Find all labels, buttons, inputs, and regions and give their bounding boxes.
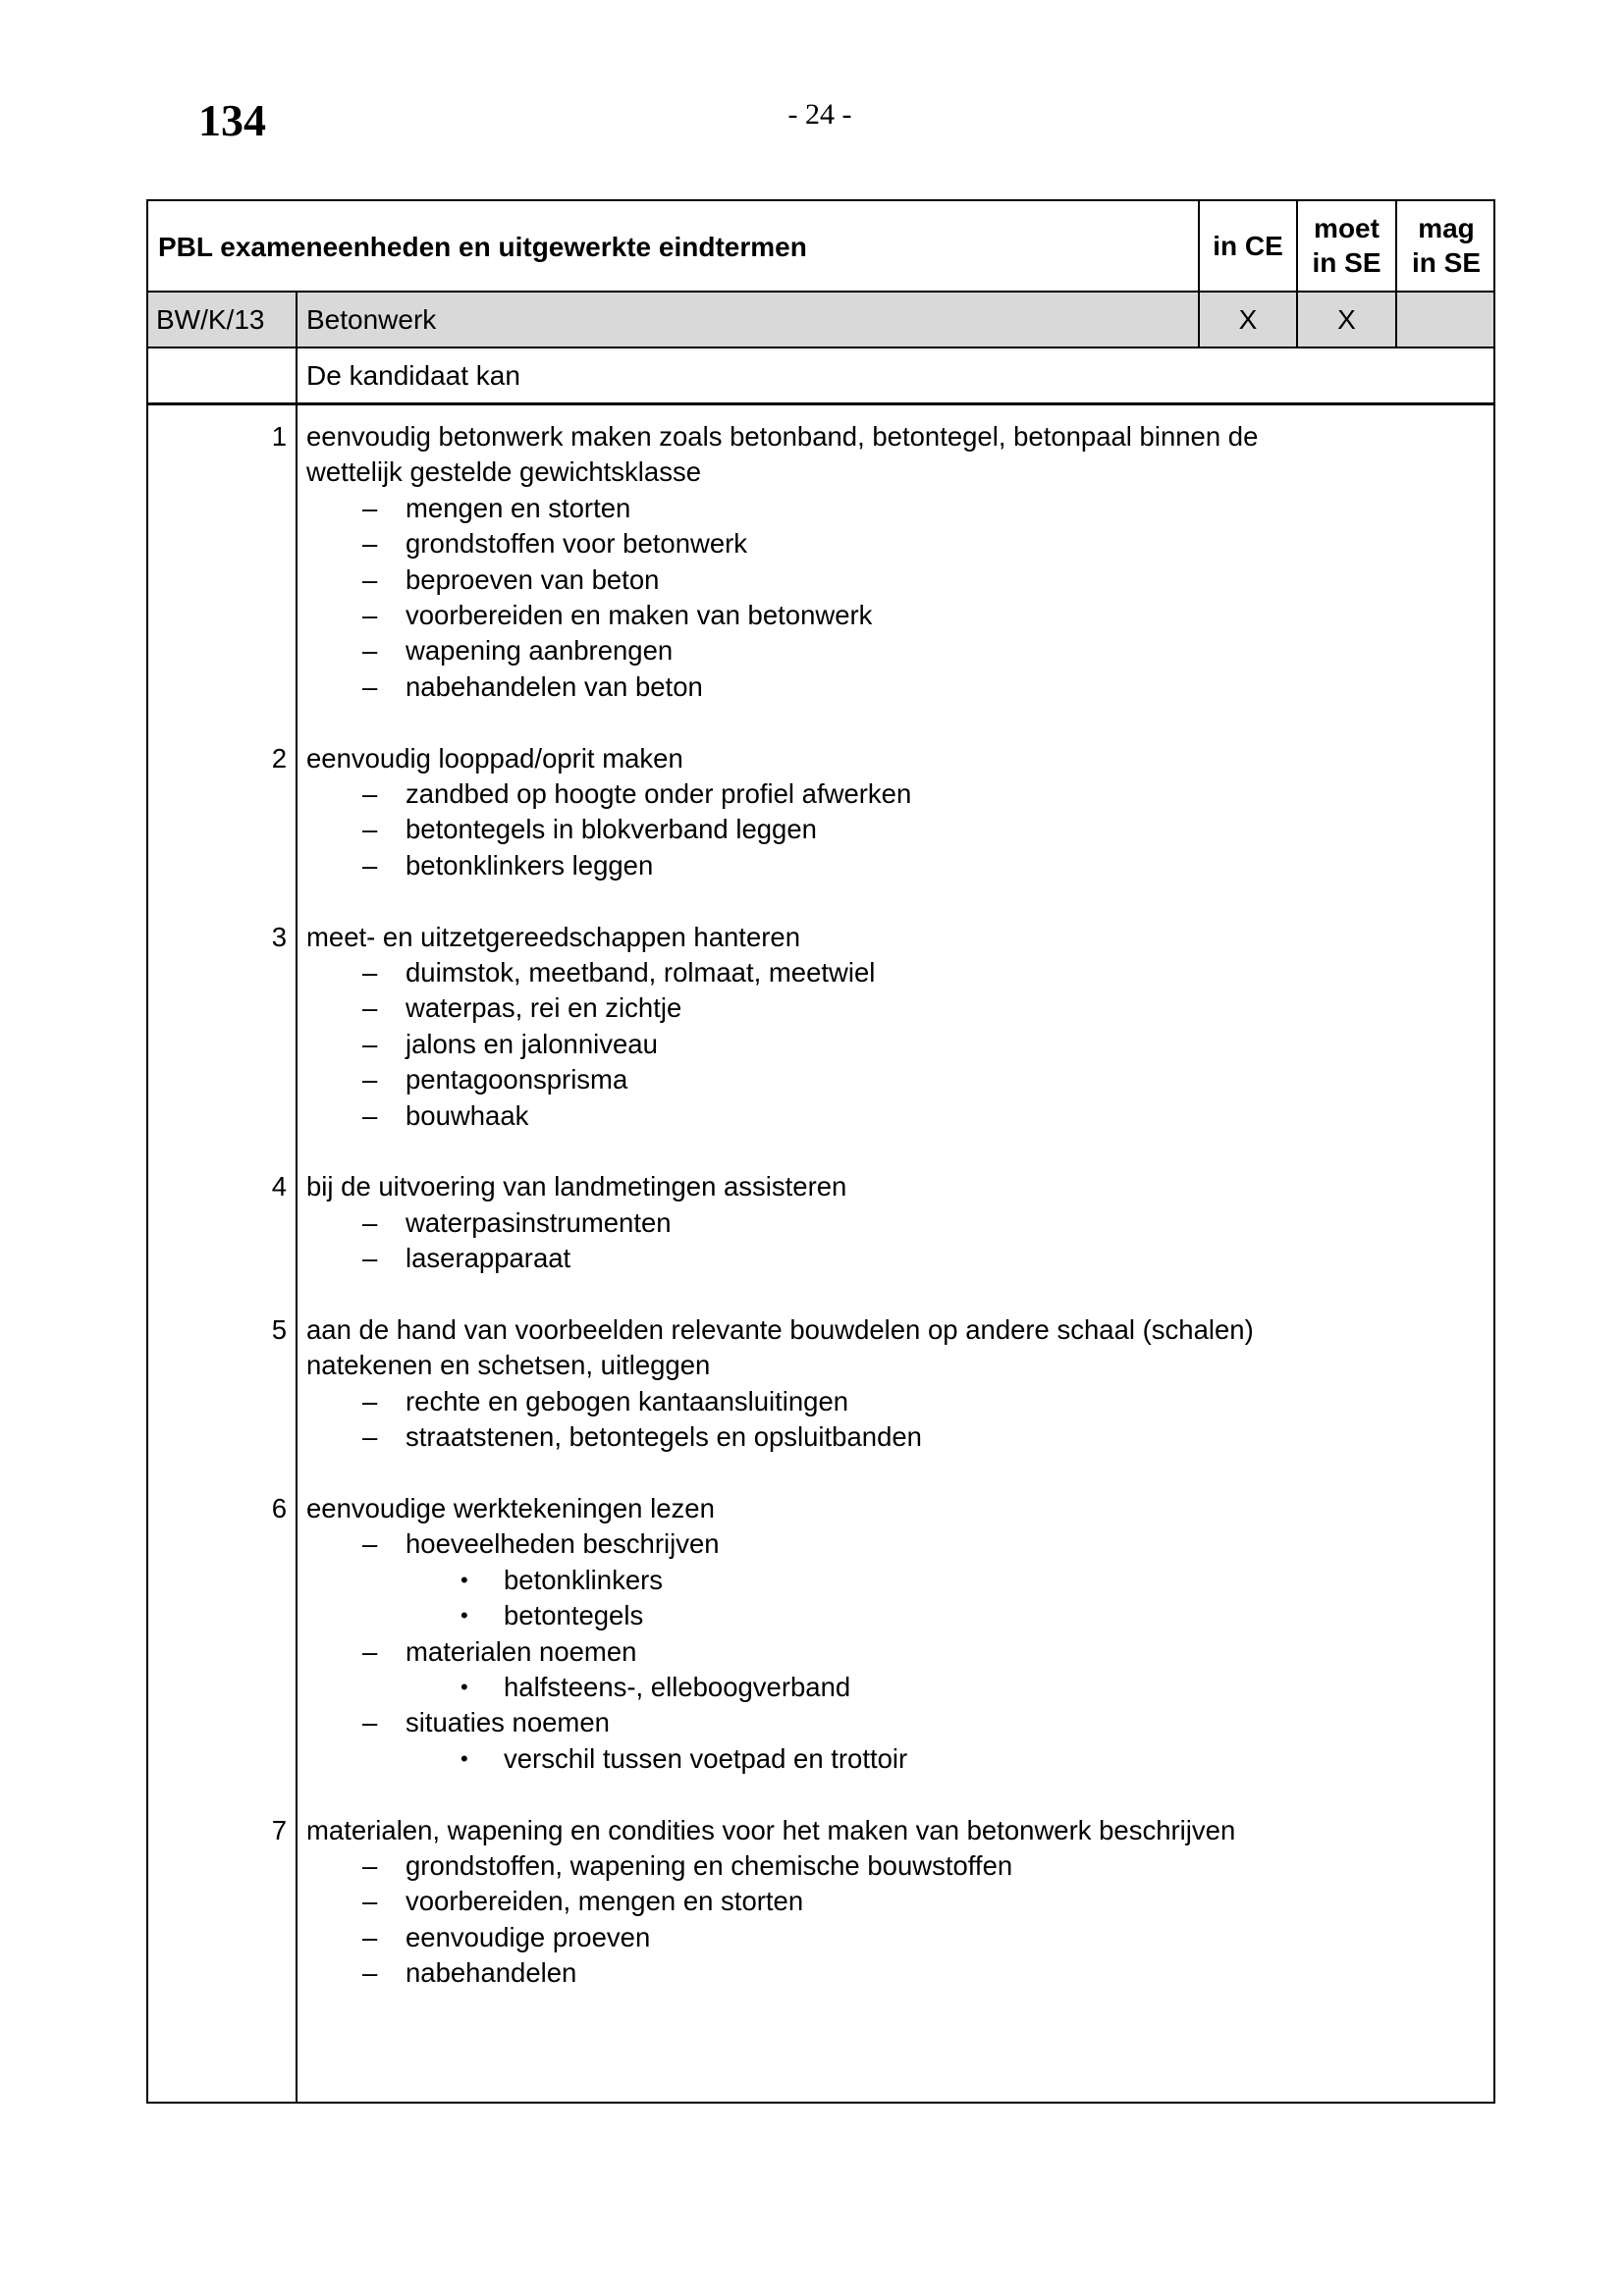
dash-icon: – — [362, 1635, 378, 1667]
bullet-item-text: betonklinkers — [504, 1564, 664, 1595]
sub-item-text: eenvoudige proeven — [406, 1921, 651, 1952]
bullet-icon: • — [460, 1745, 468, 1771]
dash-icon: – — [362, 670, 378, 702]
dash-icon: – — [362, 600, 378, 630]
dash-icon: – — [362, 1850, 378, 1881]
item-text: natekenen en schetsen, uitleggen — [306, 1350, 711, 1381]
item-number: 4 — [271, 1171, 287, 1202]
unit-name: Betonwerk — [306, 304, 437, 335]
sub-item-text: materialen noemen — [406, 1635, 637, 1667]
item-number: 2 — [271, 742, 287, 774]
bullet-item-text: betontegels — [504, 1600, 644, 1631]
dash-icon: – — [362, 1028, 378, 1059]
sub-item-text: mengen en storten — [406, 492, 631, 523]
sub-item-text: straatstenen, betontegels en opsluitbanden — [406, 1421, 922, 1453]
unit-row-divider — [148, 347, 1493, 348]
dash-icon: – — [362, 1206, 378, 1238]
header-mag-in-se — [1397, 211, 1495, 280]
header-moet-in-se — [1298, 211, 1395, 280]
dash-icon: – — [362, 1921, 378, 1952]
dash-icon: – — [362, 492, 378, 523]
sub-item-text: zandbed op hoogte onder profiel afwerken — [406, 778, 912, 809]
dash-icon: – — [362, 957, 378, 988]
header-in-ce-label: in CE — [1213, 231, 1283, 261]
dash-icon: – — [362, 1421, 378, 1453]
sub-item-text: rechte en gebogen kantaansluitingen — [406, 1385, 849, 1416]
header-moet-line1: moet — [1314, 213, 1380, 243]
item-number: 3 — [271, 921, 287, 952]
item-text: aan de hand van voorbeelden relevante bouwdelen op andere schaal (schalen) — [306, 1314, 1254, 1345]
header-divider — [148, 291, 1493, 293]
dash-icon: – — [362, 992, 378, 1024]
intro-text: De kandidaat kan — [306, 360, 520, 391]
item-number: 6 — [271, 1493, 287, 1523]
dash-icon: – — [362, 1707, 378, 1738]
sub-item-text: waterpasinstrumenten — [406, 1206, 672, 1238]
table-title: PBL exameneenheden en uitgewerkte eindtermen — [158, 232, 807, 262]
bullet-item-text: halfsteens-, elleboogverband — [504, 1672, 851, 1702]
sub-item-text: voorbereiden en maken van betonwerk — [406, 600, 873, 630]
dash-icon: – — [362, 1099, 378, 1131]
dash-icon: – — [362, 1528, 378, 1560]
dash-icon: – — [362, 528, 378, 560]
item-number: 7 — [271, 1814, 287, 1845]
dash-icon: – — [362, 1957, 378, 1989]
sub-item-text: jalons en jalonniveau — [406, 1028, 658, 1059]
item-number: 1 — [271, 421, 287, 452]
bullet-icon: • — [460, 1603, 468, 1629]
item-text: eenvoudig looppad/oprit maken — [306, 742, 683, 774]
header-in-ce — [1200, 229, 1296, 263]
item-number: 5 — [271, 1314, 287, 1345]
dash-icon: – — [362, 635, 378, 667]
number-column-divider — [296, 291, 298, 2102]
dash-icon: – — [362, 778, 378, 809]
sub-item-text: voorbereiden, mengen en storten — [406, 1886, 804, 1917]
sub-item-text: laserapparaat — [406, 1243, 571, 1274]
dash-icon: – — [362, 1243, 378, 1274]
dash-icon: – — [362, 563, 378, 595]
dash-icon: – — [362, 1064, 378, 1095]
sub-item-text: grondstoffen, wapening en chemische bouwstoffen — [406, 1850, 1013, 1881]
sub-item-text: nabehandelen van beton — [406, 670, 703, 702]
dash-icon: – — [362, 1385, 378, 1416]
item-text: bij de uitvoering van landmetingen assisteren — [306, 1171, 847, 1202]
sub-item-text: situaties noemen — [406, 1707, 610, 1738]
sub-item-text: waterpas, rei en zichtje — [406, 992, 682, 1024]
item-text: materialen, wapening en condities voor het maken van betonwerk beschrijven — [306, 1814, 1236, 1845]
sub-item-text: pentagoonsprisma — [406, 1064, 628, 1095]
sub-item-text: wapening aanbrengen — [406, 635, 674, 667]
header-mag-line2: in SE — [1411, 247, 1481, 278]
sub-item-text: hoeveelheden beschrijven — [406, 1528, 720, 1560]
page-stamp-number: 134 — [198, 95, 266, 145]
dash-icon: – — [362, 814, 378, 845]
bullet-item-text: verschil tussen voetpad en trottoir — [504, 1742, 908, 1774]
page-label: - 24 - — [787, 98, 852, 131]
dash-icon: – — [362, 849, 378, 881]
sub-item-text: bouwhaak — [406, 1099, 529, 1131]
intro-row-divider — [148, 402, 1493, 405]
bullet-icon: • — [460, 1567, 468, 1592]
sub-item-text: beproeven van beton — [406, 563, 660, 595]
sub-item-text: duimstok, meetband, rolmaat, meetwiel — [406, 957, 876, 988]
sub-item-text: grondstoffen voor betonwerk — [406, 528, 748, 560]
sub-item-text: betonklinkers leggen — [406, 849, 654, 881]
header-mag-line1: mag — [1418, 213, 1475, 243]
dash-icon: – — [362, 1886, 378, 1917]
header-moet-line2: in SE — [1312, 247, 1381, 278]
unit-code: BW/K/13 — [156, 304, 265, 335]
item-text: eenvoudig betonwerk maken zoals betonband, betontegel, betonpaal binnen de — [306, 421, 1259, 452]
bullet-icon: • — [460, 1675, 468, 1699]
item-text: meet- en uitzetgereedschappen hanteren — [306, 921, 800, 952]
eindtermen-table — [146, 199, 1495, 2104]
unit-moet-in-se-mark: X — [1337, 304, 1356, 335]
unit-in-ce-mark: X — [1238, 304, 1258, 335]
sub-item-text: nabehandelen — [406, 1957, 577, 1989]
item-text: wettelijk gestelde gewichtsklasse — [306, 456, 701, 488]
item-text: eenvoudige werktekeningen lezen — [306, 1493, 715, 1523]
sub-item-text: betontegels in blokverband leggen — [406, 814, 817, 845]
